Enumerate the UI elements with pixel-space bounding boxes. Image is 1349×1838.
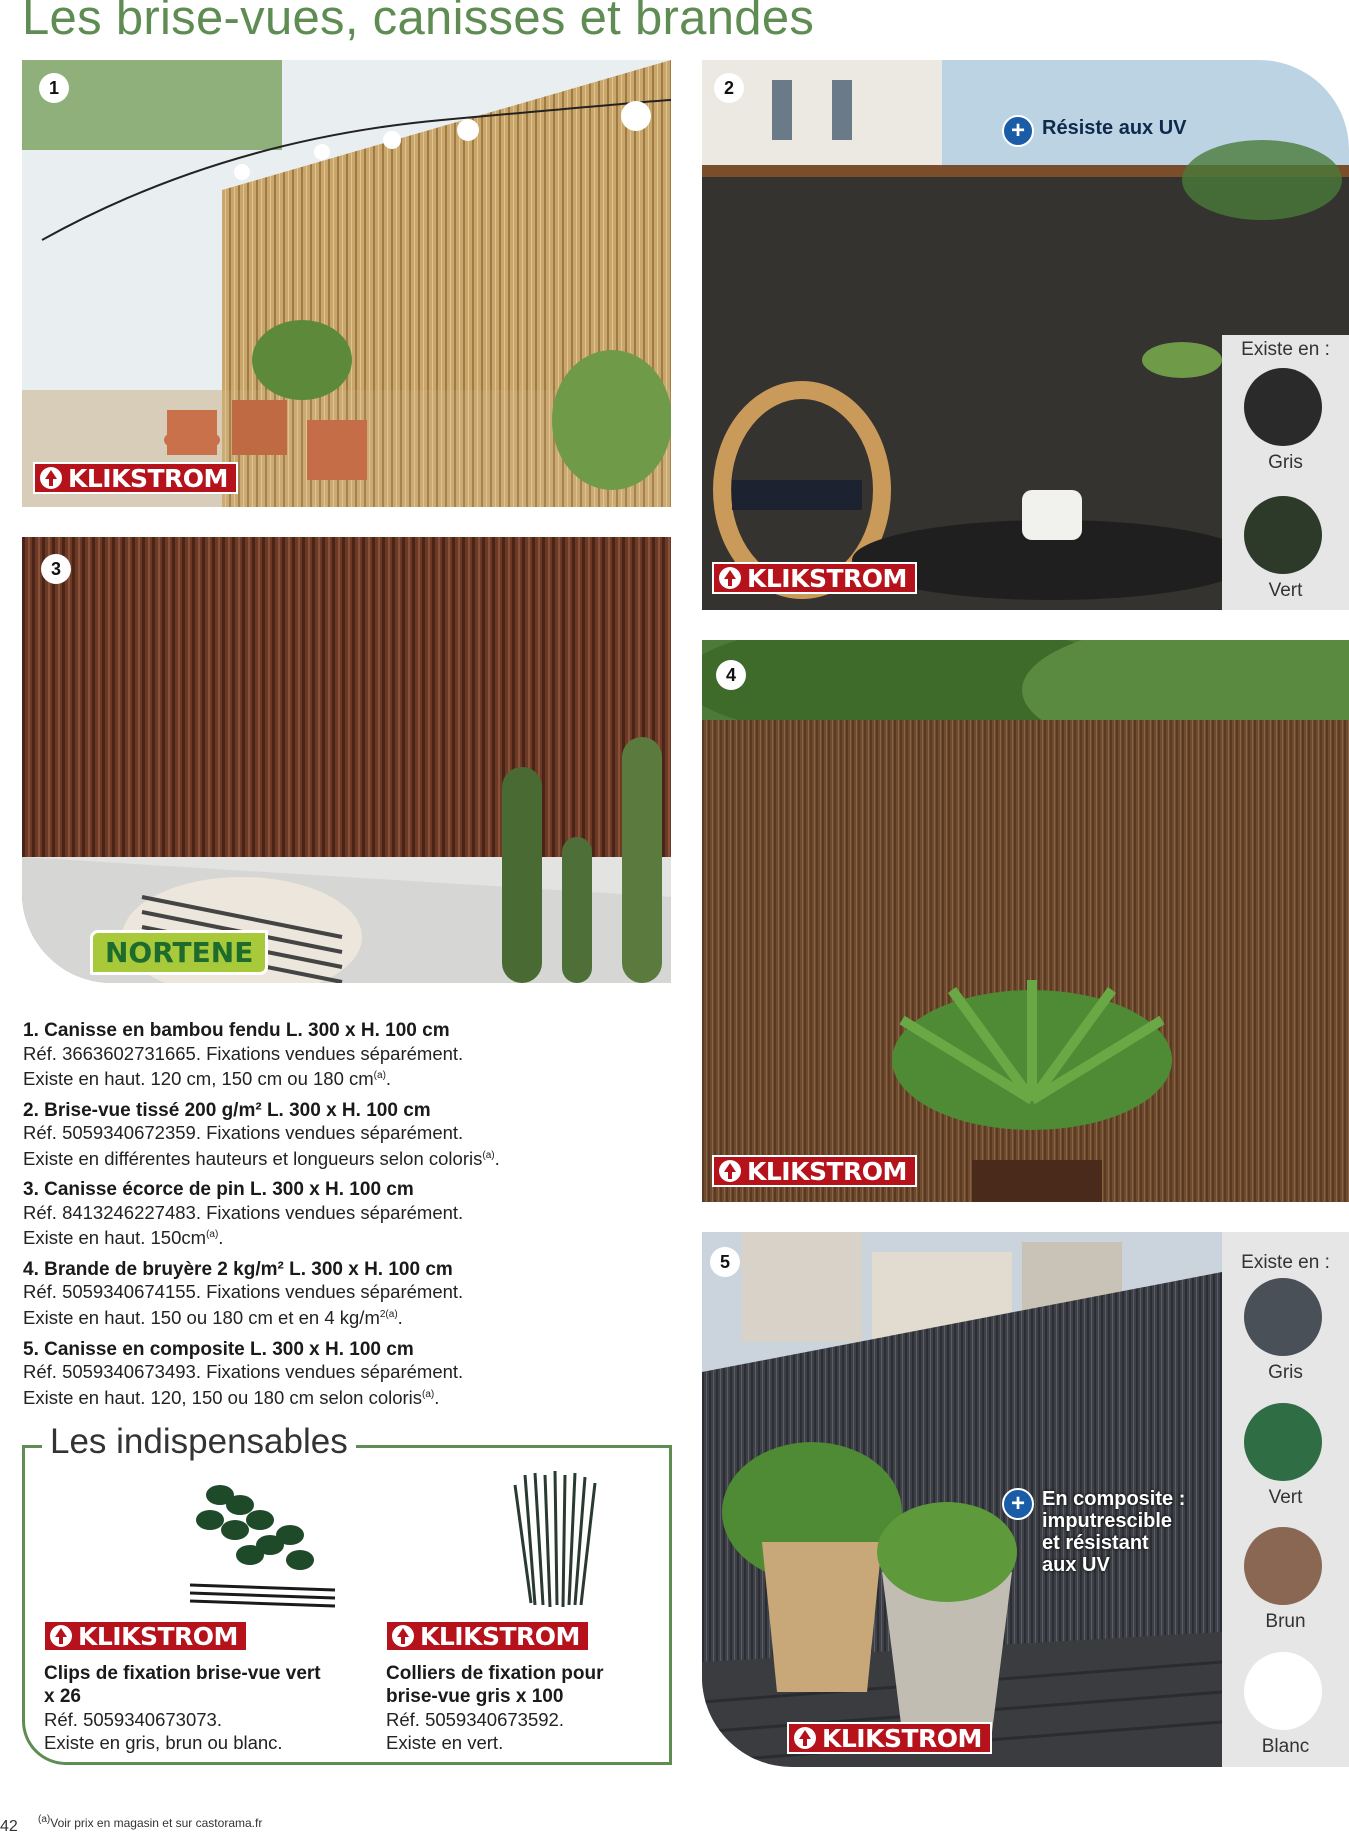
badge-line: aux UV — [1042, 1554, 1110, 1576]
description-heading: 5. Canisse en composite L. 300 x H. 100 cm — [23, 1338, 414, 1360]
swatch-vert — [1244, 1403, 1322, 1481]
description-ref: Réf. 8413246227483. Fixations vendues séparément. — [23, 1201, 464, 1223]
description-variants: Existe en haut. 150 ou 180 cm et en 4 $kg/m^{2(a)}$. — [23, 1307, 403, 1329]
product-descriptions — [23, 1020, 663, 1418]
uv-resistant-badge — [1002, 115, 1187, 147]
klikstrom-logo — [385, 1620, 590, 1652]
product-variants: Existe en vert. — [386, 1732, 504, 1753]
color-options-title: Existe en : — [1241, 1252, 1330, 1273]
description-item — [23, 1100, 663, 1171]
swatch-blanc — [1244, 1652, 1322, 1730]
description-variants: Existe en haut. $150cm^{(a)}$. — [23, 1227, 224, 1249]
uv-badge-label: Résiste aux UV — [1042, 117, 1187, 139]
photo-number-4: 4 — [716, 660, 746, 690]
pine-bark-image — [22, 537, 671, 983]
brand-label: KLIKSTROM — [68, 463, 228, 493]
klikstrom-logo — [43, 1620, 248, 1652]
badge-line: imputrescible — [1042, 1510, 1173, 1532]
swatch-vert — [1244, 496, 1322, 574]
tree-icon — [40, 467, 62, 489]
badge-line: et résistant — [1042, 1532, 1149, 1554]
brand-label: KLIKSTROM — [420, 1621, 580, 1651]
klikstrom-logo — [787, 1722, 992, 1754]
product-ref: Réf. 5059340673073. — [44, 1709, 222, 1730]
swatch-brun — [1244, 1527, 1322, 1605]
description-variants: Existe en haut. 120, 150 ou 180 cm selon coloris$^{(a)}$. — [23, 1386, 440, 1408]
description-item — [23, 1020, 663, 1091]
description-variants: Existe en différentes hauteurs et longueurs selon coloris$^{(a)}$. — [23, 1147, 500, 1169]
description-item — [23, 1179, 663, 1250]
fixing-clips-image — [180, 1465, 340, 1615]
color-options-title: Existe en : — [1241, 339, 1330, 360]
swatch-gris — [1244, 368, 1322, 446]
photo-heather-screen — [702, 640, 1349, 1202]
photo-bamboo-fence — [22, 60, 671, 507]
tree-icon — [794, 1727, 816, 1749]
description-ref: Réf. 5059340673493. Fixations vendues séparément. — [23, 1361, 464, 1383]
badge-line: En composite : — [1042, 1488, 1186, 1510]
page-number: 42 — [0, 1818, 18, 1835]
bamboo-fence-image — [22, 60, 671, 507]
product-name: Clips de fixation brise-vue vert x 26 — [44, 1663, 321, 1707]
photo-number-2: 2 — [714, 73, 744, 103]
photo-number-5: 5 — [710, 1247, 740, 1277]
description-heading: 4. Brande de bruyère 2 kg/m² L. 300 x H. 100 cm — [23, 1258, 453, 1280]
swatch-label: Vert — [1268, 1487, 1303, 1508]
plus-icon: + — [1002, 1488, 1034, 1520]
nortene-logo: NORTENE — [90, 930, 268, 975]
description-item — [23, 1259, 663, 1330]
swatch-label: Blanc — [1261, 1736, 1310, 1757]
description-ref: Réf. 3663602731665. Fixations vendues séparément. — [23, 1042, 464, 1064]
tree-icon — [392, 1625, 414, 1647]
klikstrom-logo — [712, 1155, 917, 1187]
brand-label: KLIKSTROM — [747, 563, 907, 593]
product-variants: Existe en gris, brun ou blanc. — [44, 1732, 283, 1753]
description-heading: 3. Canisse écorce de pin L. 300 x H. 100 cm — [23, 1179, 414, 1201]
swatch-label: Gris — [1268, 452, 1303, 473]
heather-screen-image — [702, 640, 1349, 1202]
description-variants: Existe en haut. 120 cm, 150 cm ou 180 $cm^{(a)}$. — [23, 1068, 392, 1090]
product-name: Colliers de fixation pour brise-vue gris x 100 — [386, 1663, 604, 1707]
page-title: Les brise-vues, canisses et brandes — [22, 0, 815, 45]
tree-icon — [50, 1625, 72, 1647]
swatch-label: Brun — [1265, 1611, 1306, 1632]
composite-badge — [1002, 1488, 1185, 1576]
swatch-label: Gris — [1268, 1362, 1303, 1383]
description-heading: 1. Canisse en bambou fendu L. 300 x H. 100 cm — [23, 1020, 450, 1041]
tree-icon — [719, 1160, 741, 1182]
plus-icon: + — [1002, 115, 1034, 147]
description-ref: Réf. 5059340674155. Fixations vendues séparément. — [23, 1281, 464, 1303]
description-heading: 2. Brise-vue tissé 200 g/m² L. 300 x H. 100 cm — [23, 1099, 431, 1121]
cable-ties-image — [495, 1465, 615, 1615]
klikstrom-logo — [712, 562, 917, 594]
swatch-gris — [1244, 1278, 1322, 1356]
brand-label: KLIKSTROM — [78, 1621, 238, 1651]
brand-label: KLIKSTROM — [747, 1156, 907, 1186]
product-ref: Réf. 5059340673592. — [386, 1709, 564, 1730]
tree-icon — [719, 567, 741, 589]
photo-number-1: 1 — [39, 73, 69, 103]
footnote: $^{(a)}$Voir prix en magasin et sur castorama.fr — [38, 1814, 263, 1830]
klikstrom-logo — [33, 462, 238, 494]
indispensables-title: Les indispensables — [42, 1422, 356, 1462]
description-ref: Réf. 5059340672359. Fixations vendues séparément. — [23, 1122, 464, 1144]
brand-label: KLIKSTROM — [822, 1723, 982, 1753]
description-item — [23, 1339, 663, 1410]
photo-pine-bark-fence — [22, 537, 671, 983]
photo-number-3: 3 — [41, 554, 71, 584]
swatch-label: Vert — [1268, 580, 1303, 601]
